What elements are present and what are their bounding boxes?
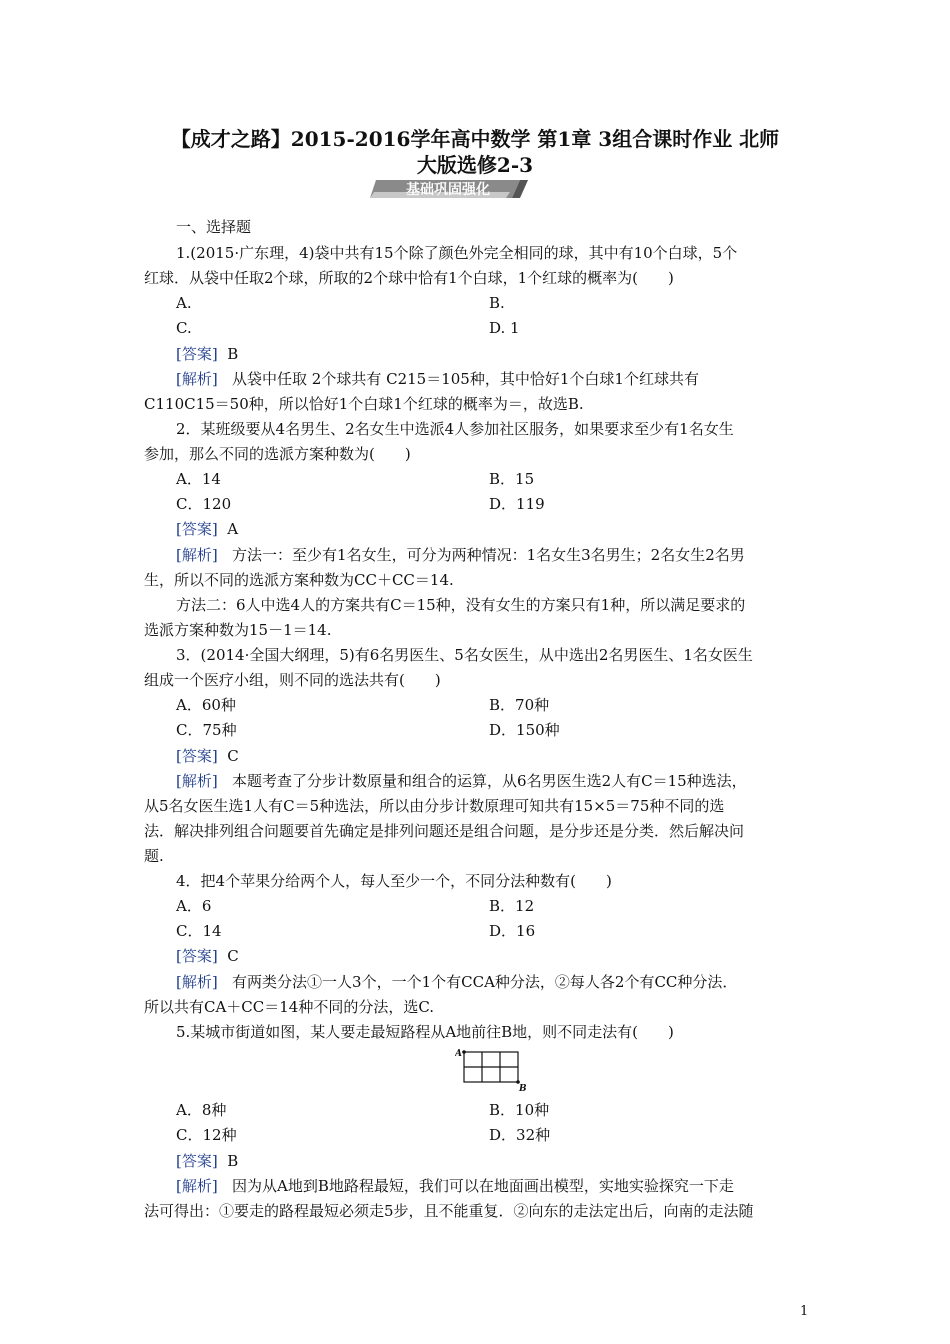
answer-value: C — [227, 947, 239, 965]
q1-analysis-2: C110C15＝50种，所以恰好1个白球1个红球的概率为＝，故选B. — [144, 395, 584, 413]
answer-value: B — [227, 1152, 239, 1170]
q2-option-b: B．15 — [489, 470, 535, 488]
q5-analysis-2: 法可得出：①要走的路程最短必须走5步，且不能重复．②向东的走法定出后，向南的走法随 — [144, 1202, 754, 1220]
q5-option-d: D．32种 — [489, 1126, 551, 1144]
q2-option-a: A．14 — [176, 470, 221, 488]
grid-label-a: A — [455, 1049, 462, 1059]
section-banner — [370, 178, 528, 200]
answer-value: B — [227, 345, 239, 363]
banner-text: 基础巩固强化 — [406, 182, 490, 198]
analysis-tag: [解析] — [176, 370, 218, 388]
q2-analysis-1 — [176, 545, 745, 565]
answer-tag: [答案] — [176, 947, 218, 965]
q3-analysis-4: 题. — [144, 847, 164, 865]
analysis-tag: [解析] — [176, 1177, 218, 1195]
q4-analysis-2: 所以共有CA＋CC＝14种不同的分法，选C. — [144, 998, 435, 1016]
q3-option-a: A．60种 — [176, 696, 236, 714]
answer-tag: [答案] — [176, 345, 218, 363]
q5-option-a: A．8种 — [176, 1101, 227, 1119]
q1-option-a: A. — [176, 294, 192, 312]
grid-label-b: B — [519, 1084, 527, 1092]
answer-tag: [答案] — [176, 747, 218, 765]
q1-answer — [176, 344, 238, 364]
analysis-text: 从袋中任取 2个球共有 C215＝105种，其中恰好1个白球1个红球共有 — [232, 370, 699, 388]
q4-answer — [176, 946, 239, 966]
q2-answer — [176, 519, 238, 539]
analysis-tag: [解析] — [176, 772, 218, 790]
answer-tag: [答案] — [176, 520, 218, 538]
q3-option-b: B．70种 — [489, 696, 550, 714]
analysis-text: 有两类分法①一人3个，一个1个有CCA种分法，②每人各2个有CC种分法． — [232, 973, 738, 991]
q2-stem-2: 参加，那么不同的选派方案种数为( ) — [144, 445, 411, 463]
q5-option-c: C．12种 — [176, 1126, 237, 1144]
q2-analysis-2: 生，所以不同的选派方案种数为CC＋CC＝14. — [144, 571, 454, 589]
analysis-tag: [解析] — [176, 546, 218, 564]
q1-stem-2: 红球．从袋中任取2个球，所取的2个球中恰有1个白球，1个红球的概率为( ) — [144, 269, 674, 287]
q3-stem-1: 3．(2014·全国大纲理，5)有6名男医生、5名女医生，从中选出2名男医生、1名女医生 — [176, 646, 753, 664]
q5-analysis-1 — [176, 1176, 734, 1196]
analysis-text: 方法一：至少有1名女生，可分为两种情况：1名女生3名男生；2名女生2名男 — [232, 546, 745, 564]
answer-tag: [答案] — [176, 1152, 218, 1170]
q2-option-c: C．120 — [176, 495, 232, 513]
q4-stem-1: 4．把4个苹果分给两个人，每人至少一个，不同分法种数有( ) — [176, 872, 612, 890]
q5-answer — [176, 1151, 238, 1171]
q3-analysis-1 — [176, 771, 747, 791]
analysis-tag: [解析] — [176, 973, 218, 991]
q3-answer — [176, 746, 239, 766]
page-number: 1 — [800, 1304, 809, 1319]
q3-analysis-3: 法．解决排列组合问题要首先确定是排列问题还是组合问题，是分步还是分类．然后解决问 — [144, 822, 745, 840]
q2-option-d: D．119 — [489, 495, 545, 513]
q5-stem-1: 5.某城市街道如图，某人要走最短路程从A地前往B地，则不同走法有( ) — [176, 1023, 674, 1041]
doc-title-line1: 【成才之路】2015-2016学年高中数学 第1章 3组合课时作业 北师 — [170, 127, 780, 151]
answer-value: C — [227, 747, 239, 765]
q4-option-a: A．6 — [176, 897, 212, 915]
q1-option-c: C. — [176, 319, 192, 337]
q3-option-c: C．75种 — [176, 721, 237, 739]
answer-value: A — [227, 520, 239, 538]
q1-stem-1: 1.(2015·广东理，4)袋中共有15个除了颜色外完全相同的球，其中有10个白球，5个 — [176, 244, 738, 262]
q5-option-b: B．10种 — [489, 1101, 550, 1119]
q2-analysis-3: 方法二：6人中选4人的方案共有C＝15种，没有女生的方案只有1种，所以满足要求的 — [176, 596, 746, 614]
doc-title-line2: 大版选修2-3 — [416, 153, 534, 177]
q4-option-c: C．14 — [176, 922, 222, 940]
q4-analysis-1 — [176, 972, 737, 992]
q4-option-b: B．12 — [489, 897, 535, 915]
q3-option-d: D．150种 — [489, 721, 560, 739]
q3-analysis-2: 从5名女医生选1人有C＝5种选法，所以由分步计数原理可知共有15×5＝75种不同的选 — [144, 797, 725, 815]
analysis-text: 因为从A地到B地路程最短，我们可以在地面画出模型，实地实验探究一下走 — [232, 1177, 734, 1195]
q1-analysis-1 — [176, 369, 699, 389]
q2-stem-1: 2．某班级要从4名男生、2名女生中选派4人参加社区服务，如果要求至少有1名女生 — [176, 420, 734, 438]
q3-stem-2: 组成一个医疗小组，则不同的选法共有( ) — [144, 671, 441, 689]
section-heading: 一、选择题 — [176, 218, 252, 236]
q1-option-b: B. — [489, 294, 505, 312]
street-grid-figure — [455, 1046, 531, 1092]
q4-option-d: D．16 — [489, 922, 536, 940]
analysis-text: 本题考查了分步计数原量和组合的运算，从6名男医生选2人有C＝15种选法， — [232, 772, 747, 790]
q1-option-d: D. 1 — [489, 319, 520, 337]
q2-analysis-4: 选派方案种数为15－1＝14. — [144, 621, 332, 639]
